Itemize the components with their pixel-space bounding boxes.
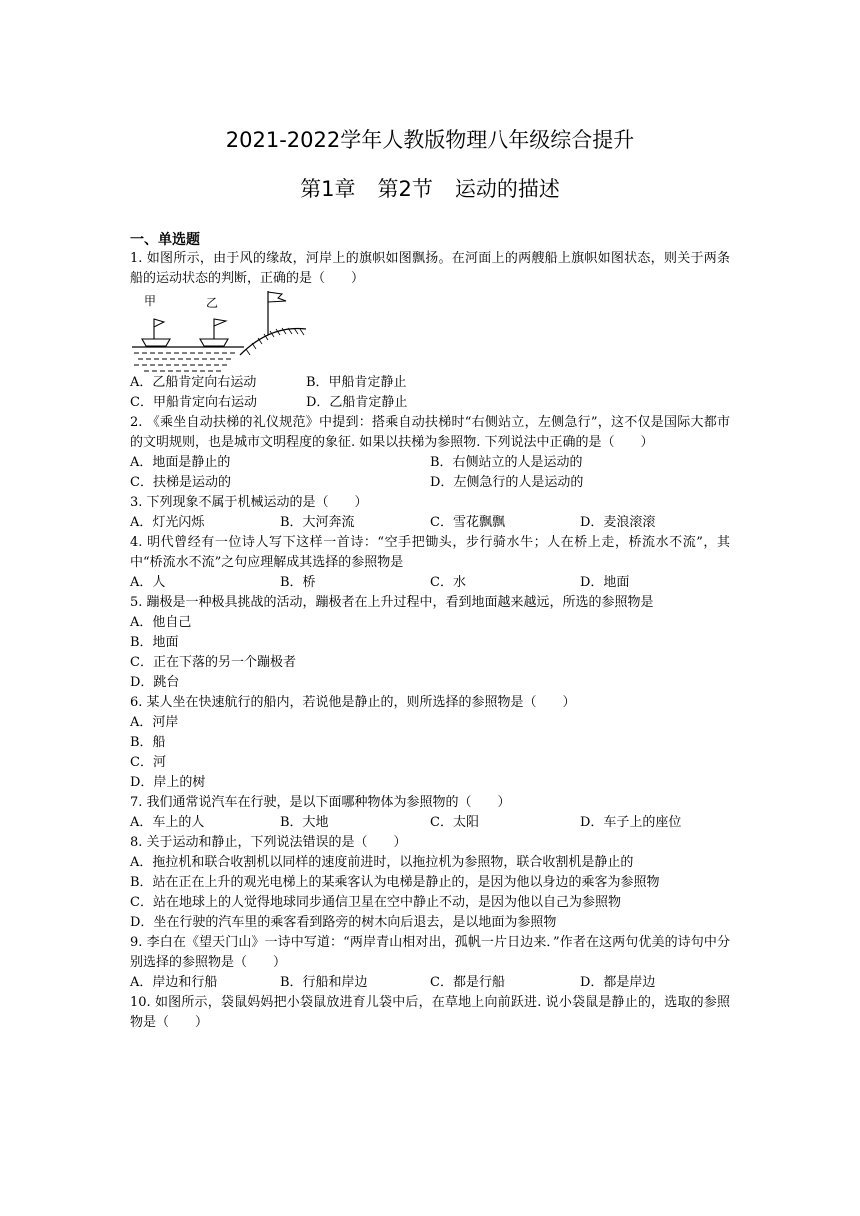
- option-d[interactable]: D．麦浪滚滚: [580, 515, 656, 530]
- option-d[interactable]: D．跳台: [130, 675, 180, 690]
- question-2-options-row-2: [130, 473, 730, 493]
- section-heading: 一、单选题: [130, 232, 200, 248]
- question-3-options: [130, 513, 730, 533]
- option-a[interactable]: A．地面是静止的: [130, 455, 231, 470]
- question-1-options-row-2: [130, 393, 730, 413]
- option-a[interactable]: A．他自己: [130, 615, 192, 630]
- option-c[interactable]: C．水: [430, 575, 466, 590]
- option-a[interactable]: A．人: [130, 575, 166, 590]
- question-2: 2. 《乘坐自动扶梯的礼仪规范》中提到：搭乘自动扶梯时“右侧站立，左侧急行”，这不仅是国际大都市的文明规则，也是城市文明程度的象征. 如果以扶梯为参照物. 下列说法中正确的是（ ）: [130, 415, 730, 450]
- document-title: 2021-2022学年人教版物理八年级综合提升: [225, 128, 635, 152]
- question-9: 9. 李白在《望天门山》一诗中写道：“两岸青山相对出，孤帆一片日边来．”作者在这两句优美的诗句中分别选择的参照物是（ ）: [130, 935, 730, 970]
- option-b[interactable]: B．大河奔流: [280, 515, 355, 530]
- option-d[interactable]: D．乙船肯定静止: [306, 395, 408, 410]
- question-4-options: [130, 573, 730, 593]
- question-2-options-row-1: [130, 453, 730, 473]
- option-c[interactable]: C．站在地球上的人觉得地球同步通信卫星在空中静止不动，是因为他以自己为参照物: [130, 895, 621, 910]
- option-d[interactable]: D．左侧急行的人是运动的: [430, 475, 584, 490]
- boat-a-label: 甲: [144, 294, 157, 308]
- boats-flags-diagram: [130, 289, 310, 373]
- option-b[interactable]: B．甲船肯定静止: [306, 375, 407, 390]
- question-5: 5. 蹦极是一种极具挑战的活动，蹦极者在上升过程中，看到地面越来越远，所选的参照物是: [130, 595, 654, 610]
- option-c[interactable]: C．雪花飘飘: [430, 515, 505, 530]
- boat-b-label: 乙: [206, 296, 219, 310]
- boats-flags-figure: [130, 289, 730, 373]
- option-a[interactable]: A．岸边和行船: [130, 975, 218, 990]
- option-c[interactable]: C．甲船肯定向右运动: [130, 395, 257, 410]
- option-c[interactable]: C．都是行船: [430, 975, 505, 990]
- option-b[interactable]: B．大地: [280, 815, 329, 830]
- option-a[interactable]: A．灯光闪烁: [130, 515, 205, 530]
- chapter-heading: [0, 173, 860, 203]
- option-c[interactable]: C．扶梯是运动的: [130, 475, 231, 490]
- option-c[interactable]: C．正在下落的另一个蹦极者: [130, 655, 296, 670]
- option-b[interactable]: B．行船和岸边: [280, 975, 368, 990]
- option-a[interactable]: A．乙船肯定向右运动: [130, 375, 257, 390]
- question-1-options-row-1: [130, 373, 730, 393]
- option-c[interactable]: C．河: [130, 755, 166, 770]
- option-b[interactable]: B．右侧站立的人是运动的: [430, 455, 583, 470]
- chapter-label: 第1章: [300, 177, 356, 201]
- option-d[interactable]: D．车子上的座位: [580, 815, 682, 830]
- question-7-options: [130, 813, 730, 833]
- option-a[interactable]: A．车上的人: [130, 815, 205, 830]
- option-b[interactable]: B．地面: [130, 635, 179, 650]
- question-8: 8. 关于运动和静止，下列说法错误的是（ ）: [130, 835, 407, 850]
- topic-label: 运动的描述: [454, 177, 560, 201]
- option-b[interactable]: B．船: [130, 735, 166, 750]
- option-a[interactable]: A．拖拉机和联合收割机以同样的速度前进时，以拖拉机为参照物，联合收割机是静止的: [130, 855, 634, 870]
- question-list: [130, 249, 730, 1033]
- question-4: 4. 明代曾经有一位诗人写下这样一首诗：“空手把锄头，步行骑水牛；人在桥上走，桥流水不流”，其中“桥流水不流”之句应理解成其选择的参照物是: [130, 535, 730, 570]
- option-c[interactable]: C．太阳: [430, 815, 479, 830]
- option-d[interactable]: D．地面: [580, 575, 630, 590]
- question-3: 3. 下列现象不属于机械运动的是（ ）: [130, 495, 368, 510]
- section-label: 第2节: [377, 177, 433, 201]
- option-b[interactable]: B．桥: [280, 575, 316, 590]
- option-a[interactable]: A．河岸: [130, 715, 179, 730]
- question-1: 1. 如图所示，由于风的缘故，河岸上的旗帜如图飘扬。在河面上的两艘船上旗帜如图状态，则关于两条船的运动状态的判断，正确的是（ ）: [130, 251, 730, 286]
- question-10: 10. 如图所示，袋鼠妈妈把小袋鼠放进育儿袋中后，在草地上向前跃进. 说小袋鼠是静止的，选取的参照物是（ ）: [130, 995, 730, 1030]
- question-7: 7. 我们通常说汽车在行驶，是以下面哪种物体为参照物的（ ）: [130, 795, 511, 810]
- option-d[interactable]: D．坐在行驶的汽车里的乘客看到路旁的树木向后退去，是以地面为参照物: [130, 915, 557, 930]
- question-9-options: [130, 973, 730, 993]
- question-6: 6. 某人坐在快速航行的船内，若说他是静止的，则所选择的参照物是（ ）: [130, 695, 576, 710]
- option-d[interactable]: D．都是岸边: [580, 975, 656, 990]
- option-b[interactable]: B．站在正在上升的观光电梯上的某乘客认为电梯是静止的，是因为他以身边的乘客为参照物: [130, 875, 660, 890]
- option-d[interactable]: D．岸上的树: [130, 775, 206, 790]
